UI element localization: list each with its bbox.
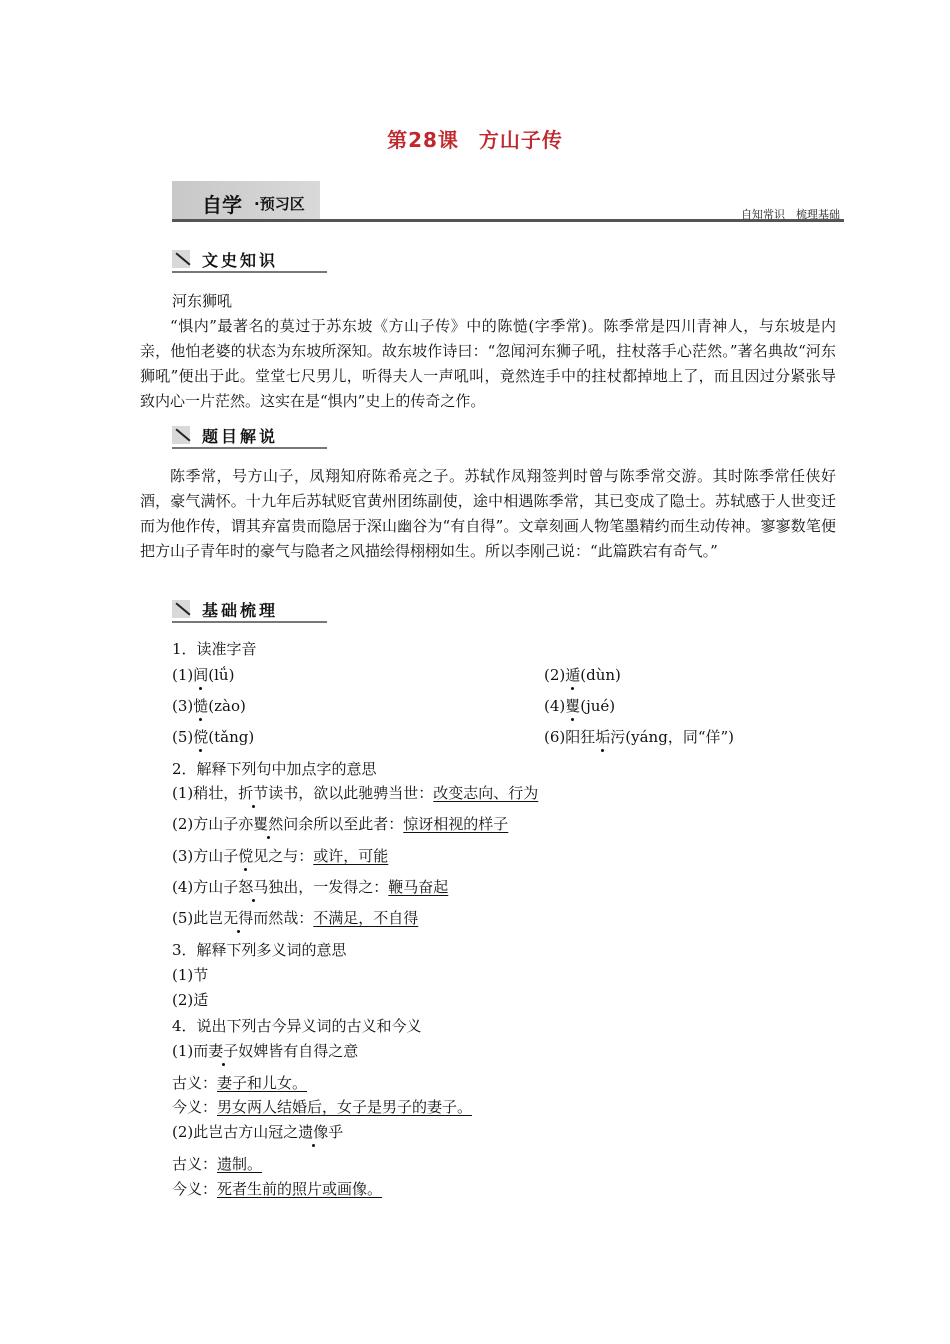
section-heading-history	[172, 247, 327, 273]
section-heading-text: 基础梳理	[202, 601, 279, 620]
section-heading-basics	[172, 597, 327, 623]
list-item: (2)方山子亦矍然问余所以至此者：惊讶相视的样子	[172, 815, 509, 833]
list-item: (2)遁(dùn)	[544, 666, 621, 684]
banner-subtitle: ·预习区	[254, 195, 305, 213]
answer: 鞭马奋起	[388, 878, 449, 896]
lesson-number: 第28课	[387, 128, 459, 152]
list-item: (2)适	[172, 991, 209, 1009]
answer: 遗制。	[217, 1155, 263, 1173]
list-item: (2)此岂古方山冠之遗像乎	[172, 1123, 344, 1141]
answer: 或许，可能	[313, 847, 389, 865]
list-item: (1)而妻子奴婢皆有自得之意	[172, 1042, 359, 1060]
slash-icon	[172, 426, 190, 444]
answer: 不满足，不自得	[313, 909, 419, 927]
list-item: (3)方山子傥见之与：或许，可能	[172, 847, 389, 865]
answer: 惊讶相视的样子	[403, 815, 509, 833]
list-item: (1)闾(lǘ)	[172, 666, 235, 684]
subtitle: 河东狮吼	[172, 292, 233, 310]
list-item: (6)阳狂垢污(yáng，同“佯”)	[544, 728, 735, 746]
list-item: (4)方山子怒马独出，一发得之：鞭马奋起	[172, 878, 449, 896]
section-banner	[172, 181, 844, 223]
slash-icon	[172, 250, 190, 268]
answer: 妻子和儿女。	[217, 1074, 308, 1092]
section-heading-title-explain	[172, 423, 327, 449]
section-heading-text: 题目解说	[202, 427, 279, 446]
question-label: 2．解释下列句中加点字的意思	[172, 760, 377, 778]
page-title	[0, 124, 950, 153]
list-item: 今义：男女两人结婚后，女子是男子的妻子。	[172, 1098, 473, 1116]
heading-underline	[172, 271, 327, 273]
list-item: 古义：遗制。	[172, 1155, 263, 1173]
heading-underline	[172, 621, 327, 623]
answer: 男女两人结婚后，女子是男子的妻子。	[217, 1098, 473, 1116]
question-label: 3．解释下列多义词的意思	[172, 941, 347, 959]
list-item: (3)慥(zào)	[172, 697, 246, 715]
question-label: 4．说出下列古今异义词的古义和今义	[172, 1017, 422, 1035]
list-item: (4)矍(jué)	[544, 697, 616, 715]
lesson-name: 方山子传	[478, 128, 563, 152]
slash-icon	[172, 600, 190, 618]
answer: 死者生前的照片或画像。	[217, 1180, 383, 1198]
section-heading-text: 文史知识	[202, 251, 279, 270]
list-item: 今义：死者生前的照片或画像。	[172, 1180, 383, 1198]
paragraph-title-explain: 陈季常，号方山子，凤翔知府陈希亮之子。苏轼作凤翔签判时曾与陈季常交游。其时陈季常任侠好酒，豪气满怀。十九年后苏轼贬官黄州团练副使，途中相遇陈季常，其已变成了隐士。苏轼感于人世变迁而为他作传，谓其弃富贵而隐居于深山幽谷为“有自得”。文章刻画人物笔墨精约而生动传神。寥寥数笔便把方山子青年时的豪气与隐者之风描绘得栩栩如生。所以李刚己说：“此篇跌宕有奇气。”	[140, 467, 836, 560]
list-item: 古义：妻子和儿女。	[172, 1074, 308, 1092]
list-item: (5)此岂无得而然哉：不满足，不自得	[172, 909, 419, 927]
paragraph-history: “惧内”最著名的莫过于苏东坡《方山子传》中的陈慥(字季常)。陈季常是四川青神人，与东坡是内亲，他怕老婆的状态为东坡所深知。故东坡作诗曰：“忽闻河东狮子吼，拄杖落手心茫然。”著名典故“河东狮吼”便出于此。堂堂七尺男儿，听得夫人一声吼叫，竟然连手中的拄杖都掉地上了，而且因过分紧张导致内心一片茫然。这实在是“惧内”史上的传奇之作。	[140, 317, 836, 410]
list-item: (5)傥(tǎng)	[172, 728, 255, 746]
banner-title: 自学	[202, 193, 242, 217]
banner-tag: 自知常识 梳理基础	[741, 208, 840, 221]
list-item: (1)节	[172, 966, 209, 984]
heading-underline	[172, 447, 327, 449]
question-label: 1．读准字音	[172, 640, 257, 658]
answer: 改变志向、行为	[433, 784, 539, 802]
list-item: (1)稍壮，折节读书，欲以此驰骋当世：改变志向、行为	[172, 784, 539, 802]
